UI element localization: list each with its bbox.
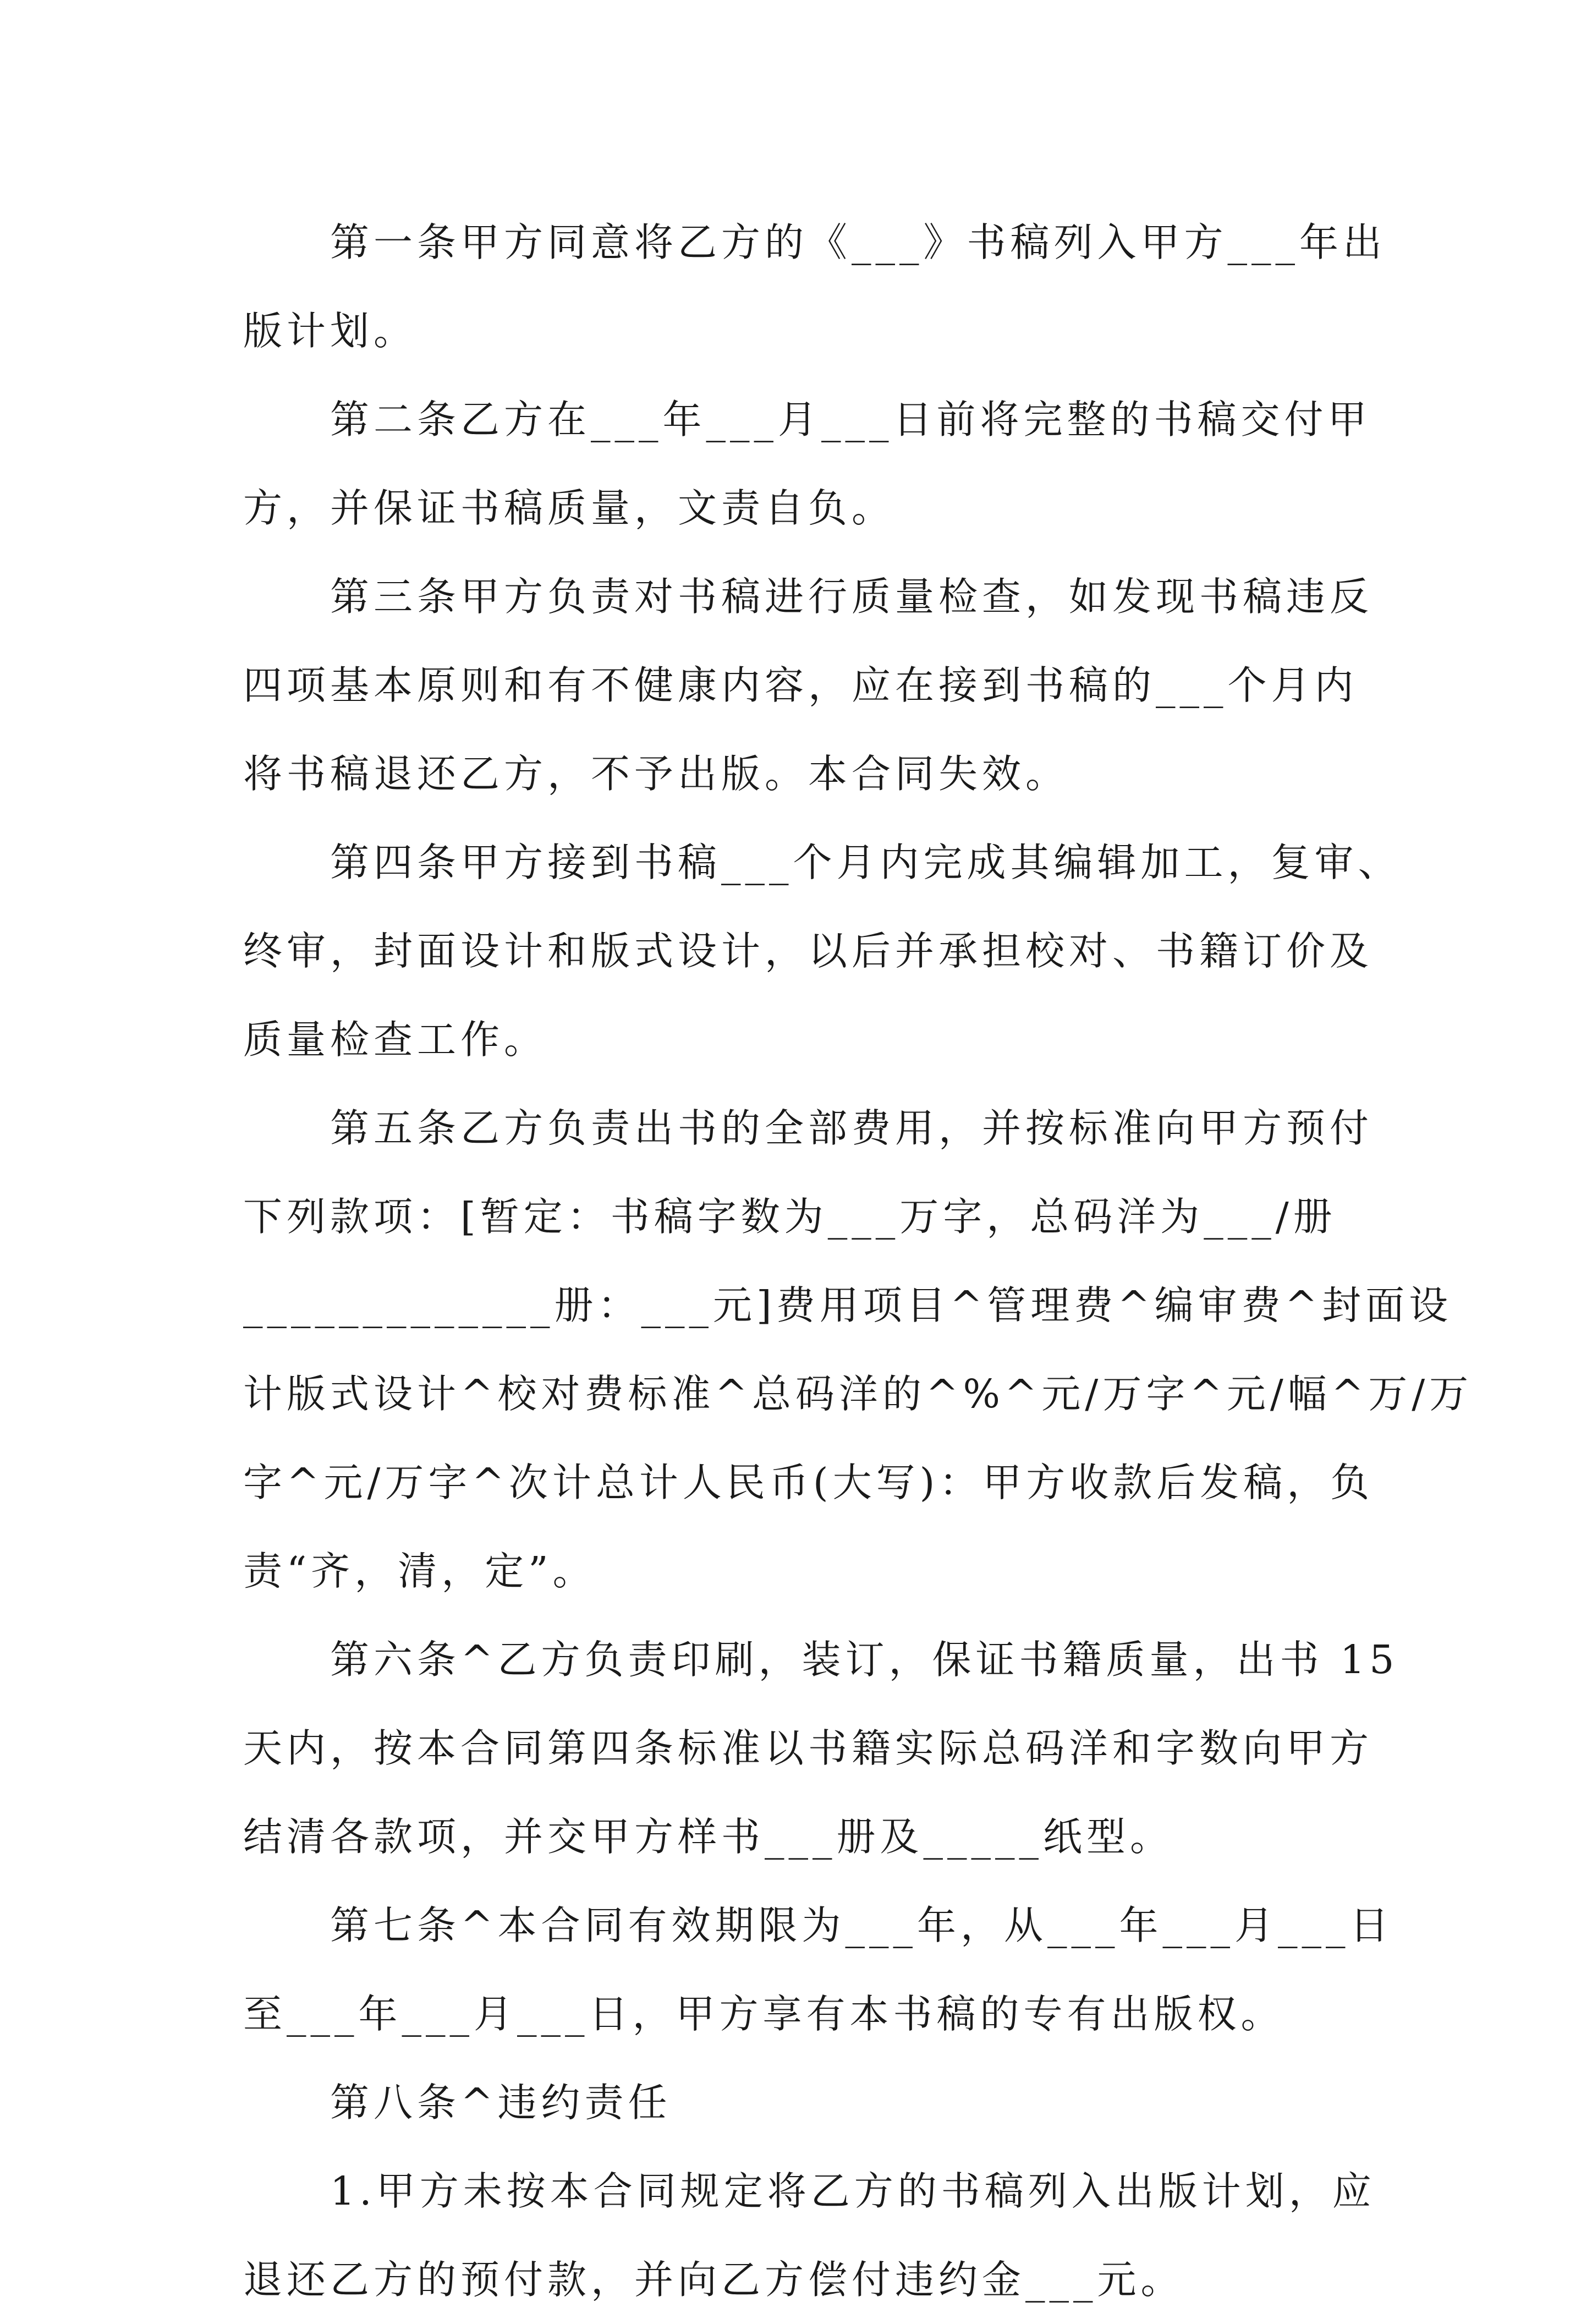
text-line: 字^元/万字^次计总计人民币(大写)：甲方收款后发稿，负: [243, 1460, 1374, 1505]
text-line: 第七条^本合同有效期限为___年，从___年___月___日: [330, 1903, 1393, 1948]
text-line: 第一条甲方同意将乙方的《___》书稿列入甲方___年出: [330, 220, 1387, 265]
text-line: 天内，按本合同第四条标准以书籍实际总码洋和字数向甲方: [243, 1725, 1374, 1771]
text-line: 第六条^乙方负责印刷，装订，保证书籍质量，出书 15: [330, 1637, 1399, 1682]
text-line: 退还乙方的预付款，并向乙方偿付违约金___元。: [243, 2257, 1184, 2303]
text-line: 方，并保证书稿质量，文责自负。: [243, 485, 896, 531]
text-line: 将书稿退还乙方，不予出版。本合同失效。: [243, 751, 1069, 797]
text-line: 终审，封面设计和版式设计，以后并承担校对、书籍订价及: [243, 928, 1374, 974]
text-line: 四项基本原则和有不健康内容，应在接到书稿的___个月内: [243, 662, 1358, 708]
text-line: 至___年___月___日，甲方享有本书稿的专有出版权。: [243, 1991, 1284, 2037]
text-line: 下列款项：[暂定：书稿字数为___万字，总码洋为___/册: [243, 1194, 1337, 1240]
text-line: 第八条^违约责任: [330, 2080, 672, 2125]
text-line: 质量检查工作。: [243, 1017, 548, 1062]
text-line: 第五条乙方负责出书的全部费用，并按标准向甲方预付: [330, 1105, 1374, 1151]
text-line: 第三条甲方负责对书稿进行质量检查，如发现书稿违反: [330, 574, 1374, 620]
text-line: 计版式设计^校对费标准^总码洋的^%^元/万字^元/幅^万/万: [243, 1371, 1473, 1417]
text-line: 责“齐，清，定”。: [243, 1548, 596, 1594]
text-line: _____________册：___元]费用项目^管理费^编审费^封面设: [243, 1282, 1453, 1328]
text-line: 1.甲方未按本合同规定将乙方的书稿列入出版计划，应: [330, 2168, 1376, 2214]
text-line: 第四条甲方接到书稿___个月内完成其编辑加工，复审、: [330, 840, 1402, 885]
text-line: 版计划。: [243, 308, 418, 354]
contract-body: [243, 198, 1473, 2324]
text-line: 结清各款项，并交甲方样书___册及_____纸型。: [243, 1814, 1174, 1860]
text-line: 第二条乙方在___年___月___日前将完整的书稿交付甲: [330, 397, 1371, 442]
